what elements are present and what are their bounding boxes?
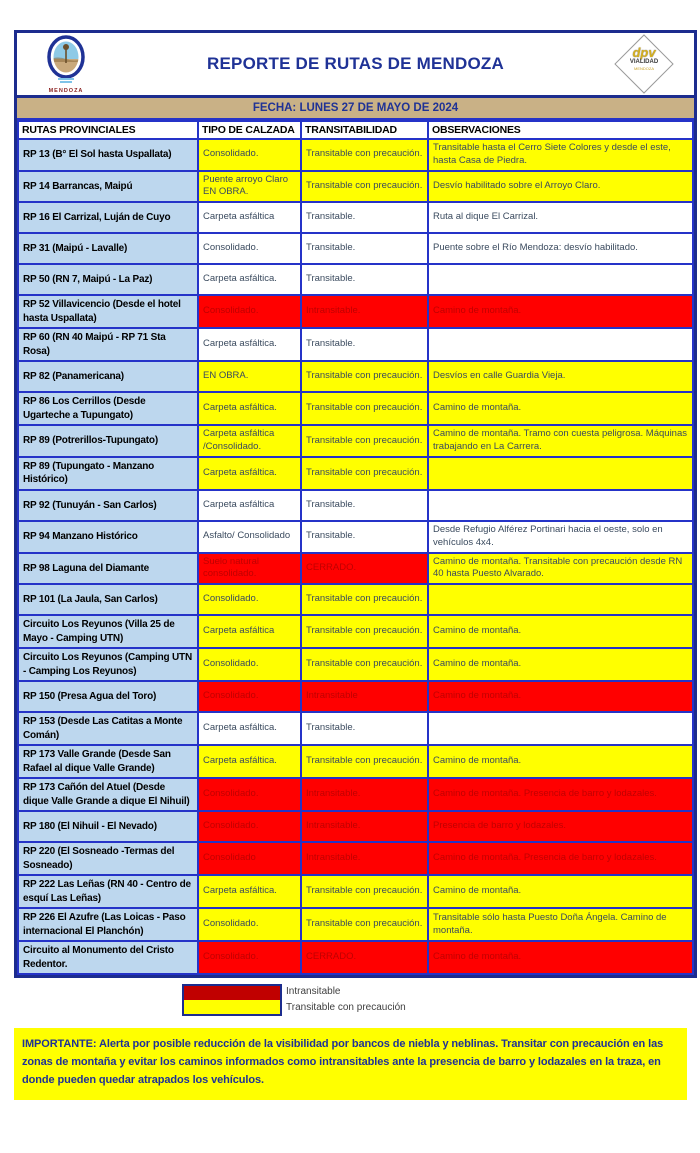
route-observaciones-cell: Camino de montaña. [428, 615, 693, 648]
mendoza-logo-caption: MENDOZA [48, 87, 84, 94]
route-transitabilidad-cell: CERRADO. [301, 553, 428, 585]
route-row [18, 875, 693, 908]
route-transitabilidad-cell: Intransitable. [301, 778, 428, 811]
route-calzada-cell: Carpeta asfáltica. [198, 392, 301, 425]
column-header-observaciones: OBSERVACIONES [428, 121, 693, 139]
route-row [18, 171, 693, 203]
route-transitabilidad-cell: Transitable con precaución. [301, 425, 428, 457]
route-observaciones-cell: Presencia de barro y lodazales. [428, 811, 693, 842]
route-observaciones-cell: Camino de montaña. [428, 648, 693, 681]
route-row [18, 490, 693, 521]
route-name-cell: RP 98 Laguna del Diamante [18, 553, 198, 585]
dpv-acronym: dpv [632, 45, 656, 60]
route-name-cell: RP 101 (La Jaula, San Carlos) [18, 584, 198, 615]
route-name-cell: RP 52 Villavicencio (Desde el hotel hasta Uspallata) [18, 295, 198, 328]
route-row [18, 361, 693, 392]
route-name-cell: RP 222 Las Leñas (RN 40 - Centro de esquí Las Leñas) [18, 875, 198, 908]
route-transitabilidad-cell: Transitable. [301, 264, 428, 295]
route-name-cell: Circuito al Monumento del Cristo Redentor. [18, 941, 198, 974]
legend [182, 984, 700, 1016]
route-name-cell: RP 150 (Presa Agua del Toro) [18, 681, 198, 712]
routes-table [17, 120, 694, 975]
route-observaciones-cell: Camino de montaña. [428, 681, 693, 712]
route-calzada-cell: Consolidado. [198, 811, 301, 842]
route-calzada-cell: Consolidado. [198, 778, 301, 811]
column-header-transitabilidad: TRANSITABILIDAD [301, 121, 428, 139]
route-transitabilidad-cell: Transitable. [301, 712, 428, 745]
route-transitabilidad-cell: Transitable. [301, 202, 428, 233]
route-observaciones-cell: Camino de montaña. Presencia de barro y lodazales. [428, 842, 693, 875]
route-name-cell: RP 180 (El Nihuil - El Nevado) [18, 811, 198, 842]
legend-swatch-precaucion [184, 1000, 280, 1014]
route-observaciones-cell [428, 490, 693, 521]
route-calzada-cell: Asfalto/ Consolidado [198, 521, 301, 553]
route-name-cell: RP 13 (B° El Sol hasta Uspallata) [18, 139, 198, 171]
route-row [18, 615, 693, 648]
route-calzada-cell: Carpeta asfáltica [198, 615, 301, 648]
mendoza-crest-icon [40, 35, 92, 85]
route-transitabilidad-cell: Intransitable. [301, 811, 428, 842]
vialidad-label: VIALIDAD [629, 59, 659, 65]
route-row [18, 264, 693, 295]
route-row [18, 681, 693, 712]
route-transitabilidad-cell: Transitable con precaución. [301, 615, 428, 648]
route-transitabilidad-cell: Transitable con precaución. [301, 875, 428, 908]
route-calzada-cell: Consolidado. [198, 233, 301, 264]
route-observaciones-cell [428, 584, 693, 615]
legend-label-precaucion: Transitable con precaución [286, 1002, 406, 1014]
route-row [18, 842, 693, 875]
column-header-rutas: RUTAS PROVINCIALES [18, 121, 198, 139]
route-row [18, 233, 693, 264]
route-calzada-cell: Consolidado. [198, 941, 301, 974]
route-observaciones-cell [428, 712, 693, 745]
route-transitabilidad-cell: Transitable con precaución. [301, 908, 428, 941]
route-observaciones-cell: Camino de montaña. [428, 392, 693, 425]
route-row [18, 457, 693, 490]
route-observaciones-cell [428, 328, 693, 361]
route-calzada-cell: Consolidado. [198, 584, 301, 615]
route-row [18, 328, 693, 361]
route-name-cell: RP 220 (El Sosneado -Termas del Sosneado) [18, 842, 198, 875]
route-calzada-cell: Puente arroyo Claro EN OBRA. [198, 171, 301, 203]
route-transitabilidad-cell: Transitable con precaución. [301, 745, 428, 778]
route-observaciones-cell: Ruta al dique El Carrizal. [428, 202, 693, 233]
date-bar: FECHA: LUNES 27 DE MAYO DE 2024 [17, 95, 694, 120]
route-row [18, 553, 693, 585]
route-transitabilidad-cell: Intransitable [301, 681, 428, 712]
route-row [18, 908, 693, 941]
route-name-cell: RP 31 (Maipú - Lavalle) [18, 233, 198, 264]
vialidad-logo [610, 35, 680, 93]
route-transitabilidad-cell: Transitable con precaución. [301, 361, 428, 392]
route-calzada-cell: Consolidado [198, 842, 301, 875]
route-name-cell: RP 16 El Carrizal, Luján de Cuyo [18, 202, 198, 233]
route-row [18, 139, 693, 171]
route-name-cell: RP 89 (Potrerillos-Tupungato) [18, 425, 198, 457]
important-note: IMPORTANTE: Alerta por posible reducción de la visibilidad por bancos de niebla y neblinas. Transitar con precaución en las zonas de montaña y evitar los caminos informados como intransitables ante la presencia de barro y lodazales en la traza, en donde pueden quedar atrapados los vehículos. [14, 1028, 687, 1099]
route-transitabilidad-cell: Transitable. [301, 521, 428, 553]
route-calzada-cell: Carpeta asfáltica. [198, 745, 301, 778]
vialidad-logo-text [616, 47, 672, 71]
route-calzada-cell: Consolidado. [198, 139, 301, 171]
table-header-row [18, 121, 693, 139]
route-name-cell: RP 92 (Tunuyán - San Carlos) [18, 490, 198, 521]
route-row [18, 745, 693, 778]
route-row [18, 811, 693, 842]
route-calzada-cell: Carpeta asfáltica [198, 490, 301, 521]
route-row [18, 941, 693, 974]
route-transitabilidad-cell: Transitable con precaución. [301, 171, 428, 203]
column-header-calzada: TIPO DE CALZADA [198, 121, 301, 139]
route-observaciones-cell: Camino de montaña. Transitable con precaución desde RN 40 hasta Puesto Alvarado. [428, 553, 693, 585]
route-name-cell: RP 82 (Panamericana) [18, 361, 198, 392]
route-transitabilidad-cell: Transitable. [301, 328, 428, 361]
route-transitabilidad-cell: Transitable con precaución. [301, 392, 428, 425]
route-name-cell: Circuito Los Reyunos (Camping UTN - Camping Los Reyunos) [18, 648, 198, 681]
route-calzada-cell: Suelo natural consolidado. [198, 553, 301, 585]
route-name-cell: RP 60 (RN 40 Maipú - RP 71 Sta Rosa) [18, 328, 198, 361]
route-calzada-cell: EN OBRA. [198, 361, 301, 392]
route-observaciones-cell: Camino de montaña. [428, 745, 693, 778]
route-transitabilidad-cell: Transitable. [301, 490, 428, 521]
route-row [18, 712, 693, 745]
route-observaciones-cell: Camino de montaña. Tramo con cuesta peligrosa. Máquinas trabajando en La Carrera. [428, 425, 693, 457]
route-name-cell: RP 226 El Azufre (Las Loicas - Paso internacional El Planchón) [18, 908, 198, 941]
route-transitabilidad-cell: Transitable con precaución. [301, 584, 428, 615]
mendoza-logo [31, 35, 101, 94]
route-calzada-cell: Consolidado. [198, 681, 301, 712]
route-calzada-cell: Carpeta asfáltica. [198, 328, 301, 361]
route-transitabilidad-cell: Transitable con precaución. [301, 139, 428, 171]
page-title: REPORTE DE RUTAS DE MENDOZA [207, 54, 504, 73]
route-observaciones-cell [428, 264, 693, 295]
route-observaciones-cell: Transitable hasta el Cerro Siete Colores y desde el este, hasta Casa de Piedra. [428, 139, 693, 171]
route-name-cell: Circuito Los Reyunos (Villa 25 de Mayo - Camping UTN) [18, 615, 198, 648]
route-calzada-cell: Carpeta asfáltica. [198, 457, 301, 490]
route-name-cell: RP 14 Barrancas, Maipú [18, 171, 198, 203]
routes-table-body [18, 139, 693, 974]
route-observaciones-cell: Puente sobre el Río Mendoza: desvío habilitado. [428, 233, 693, 264]
route-observaciones-cell: Camino de montaña. [428, 295, 693, 328]
route-name-cell: RP 173 Valle Grande (Desde San Rafael al dique Valle Grande) [18, 745, 198, 778]
route-transitabilidad-cell: Transitable con precaución. [301, 648, 428, 681]
route-calzada-cell: Carpeta asfáltica. [198, 264, 301, 295]
report-frame [14, 30, 697, 978]
legend-labels [286, 984, 406, 1016]
legend-swatch-intransitable [184, 986, 280, 1000]
route-transitabilidad-cell: CERRADO. [301, 941, 428, 974]
route-name-cell: RP 94 Manzano Histórico [18, 521, 198, 553]
route-transitabilidad-cell: Intransitable. [301, 842, 428, 875]
route-observaciones-cell: Desvío habilitado sobre el Arroyo Claro. [428, 171, 693, 203]
route-observaciones-cell [428, 457, 693, 490]
route-row [18, 425, 693, 457]
route-row [18, 295, 693, 328]
vialidad-sub-label: MENDOZA [634, 66, 654, 71]
route-calzada-cell: Consolidado. [198, 295, 301, 328]
route-row [18, 521, 693, 553]
route-observaciones-cell: Camino de montaña. [428, 875, 693, 908]
route-name-cell: RP 89 (Tupungato - Manzano Histórico) [18, 457, 198, 490]
route-transitabilidad-cell: Intransitable. [301, 295, 428, 328]
route-row [18, 584, 693, 615]
legend-label-intransitable: Intransitable [286, 986, 341, 998]
route-observaciones-cell: Camino de montaña. [428, 941, 693, 974]
route-row [18, 392, 693, 425]
route-name-cell: RP 86 Los Cerrillos (Desde Ugarteche a Tupungato) [18, 392, 198, 425]
route-name-cell: RP 50 (RN 7, Maipú - La Paz) [18, 264, 198, 295]
route-transitabilidad-cell: Transitable con precaución. [301, 457, 428, 490]
route-observaciones-cell: Desde Refugio Alférez Portinari hacia el oeste, solo en vehículos 4x4. [428, 521, 693, 553]
report-header [17, 33, 694, 95]
route-name-cell: RP 173 Cañón del Atuel (Desde dique Valle Grande a dique El Nihuil) [18, 778, 198, 811]
route-calzada-cell: Carpeta asfáltica. [198, 875, 301, 908]
route-calzada-cell: Consolidado. [198, 908, 301, 941]
route-observaciones-cell: Transitable sólo hasta Puesto Doña Ángela. Camino de montaña. [428, 908, 693, 941]
route-calzada-cell: Consolidado. [198, 648, 301, 681]
route-observaciones-cell: Camino de montaña. Presencia de barro y lodazales. [428, 778, 693, 811]
route-row [18, 648, 693, 681]
legend-swatch-box [182, 984, 282, 1016]
route-calzada-cell: Carpeta asfáltica /Consolidado. [198, 425, 301, 457]
route-calzada-cell: Carpeta asfáltica. [198, 712, 301, 745]
route-calzada-cell: Carpeta asfáltica [198, 202, 301, 233]
route-observaciones-cell: Desvíos en calle Guardia Vieja. [428, 361, 693, 392]
route-name-cell: RP 153 (Desde Las Catitas a Monte Comán) [18, 712, 198, 745]
route-transitabilidad-cell: Transitable. [301, 233, 428, 264]
route-row [18, 778, 693, 811]
route-row [18, 202, 693, 233]
